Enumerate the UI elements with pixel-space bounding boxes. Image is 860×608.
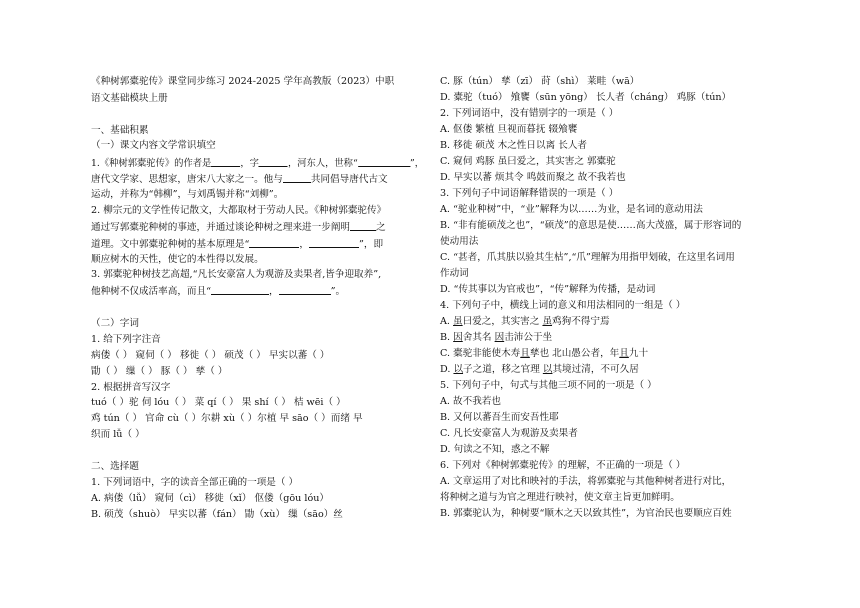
choice-question-5-option-c: C. 凡长安豪富人为观游及卖果者 xyxy=(440,428,578,439)
vocab-task-2-row-2: 鸡 tún（ ） 官命 cù（ ）尔耕 xù（ ）尔植 早 sāo（ ）而绪 早 xyxy=(91,413,363,424)
underlined-word: 以 xyxy=(542,364,553,375)
choice-question-5-option-b: B. 又何以蕃吾生而安吾性耶 xyxy=(440,412,559,423)
choice-question-6-option-a-line-2: 将种树之道与为官之理进行映衬，使文章主旨更加鲜明。 xyxy=(440,492,680,503)
choice-question-1-option-a: A. 病偻（lǚ） 窥伺（cì） 移徙（xǐ） 伛偻（gōu lóu） xyxy=(91,493,330,504)
underlined-word: 且 xyxy=(520,348,530,359)
choice-question-1-option-d: D. 橐驼（tuó） 飧饔（sūn yōng） 长人者（cháng） 鸡豚（tún） xyxy=(440,92,732,103)
underlined-word: 以 xyxy=(453,364,464,375)
vocab-task-2-row-3: 织而 lǚ（ ） xyxy=(91,429,145,440)
underlined-word: 虽 xyxy=(453,316,463,327)
vocab-task-2-row-1: tuó（ ）驼 伺 lóu（ ） 菜 qí（ ） 果 shí（ ） 桔 wēi（ ） xyxy=(91,397,346,408)
underlined-word: 因 xyxy=(494,332,505,343)
choice-question-1: 1. 下列词语中，字的读音全部正确的一项是（ ） xyxy=(91,477,299,488)
subsection-heading-vocabulary: （二）字词 xyxy=(91,318,139,329)
vocab-task-1-row-2: 勖（ ） 缫（ ） 豚（ ） 孳（ ） xyxy=(91,366,228,377)
subsection-heading-fill-blank: （一）课文内容文学常识填空 xyxy=(91,140,216,151)
choice-question-2-option-a: A. 伛偻 繁植 旦视而暮抚 辍飧饔 xyxy=(440,124,578,135)
choice-question-4-option-b: B. 因舍其名 因击沛公于坐 xyxy=(440,332,553,343)
choice-question-5-option-a: A. 故不我若也 xyxy=(440,396,501,407)
choice-question-3-option-c-line-2: 作动词 xyxy=(440,268,469,279)
question-2-line-4: 顺应树木的天性，使它的本性得以发展。 xyxy=(91,254,264,265)
choice-question-4: 4. 下列句子中，横线上词的意义和用法相同的一组是（ ） xyxy=(440,300,686,311)
choice-question-5-option-d: D. 句读之不知，惑之不解 xyxy=(440,444,550,455)
question-3-line-1: 3. 郭橐驼种树技艺高超,“凡长安豪富人为观游及卖果者,皆争迎取养”, xyxy=(91,269,382,280)
underlined-word: 虽 xyxy=(542,316,553,327)
question-3-line-2: 他种树不仅成活率高，而且“ ， ”。 xyxy=(91,286,346,297)
answer-blank xyxy=(350,221,376,231)
question-1-line-2: 唐代文学家、思想家，唐宋八大家之一。他与 共同倡导唐代古文 xyxy=(91,174,388,185)
answer-blank xyxy=(358,157,410,167)
choice-question-3-option-c-line-1: C. “甚者，爪其肤以验其生枯”,“爪”理解为用指甲划破，在这里名词用 xyxy=(440,252,735,263)
section-heading-multiple-choice: 二、选择题 xyxy=(91,461,139,472)
underlined-word: 因 xyxy=(453,332,463,343)
choice-question-3-option-b-line-2: 使动用法 xyxy=(440,236,479,247)
answer-blank xyxy=(259,157,288,167)
choice-question-4-option-a: A. 虽曰爱之，其实害之 虽鸡狗不得宁焉 xyxy=(440,316,610,327)
choice-question-6: 6. 下列对《种树郭橐驼传》的理解，不正确的一项是（ ） xyxy=(440,460,686,471)
choice-question-3-option-a: A. “驼业种树”中，“业”解释为以……为业，是名词的意动用法 xyxy=(440,204,703,215)
question-2-line-3: 道理。文中郭橐驼种树的基本原理是“ ， ”，即 xyxy=(91,239,384,250)
choice-question-1-option-b: B. 硕茂（shuò） 早实以蕃（fán） 勖（xù） 缫（sāo）丝 xyxy=(91,509,343,520)
choice-question-2: 2. 下列词语中，没有错别字的一项是（ ） xyxy=(440,108,619,119)
choice-question-3-option-d: D. “传其事以为官戒也”，“传”解释为传播，是动词 xyxy=(440,284,656,295)
answer-blank xyxy=(309,238,359,248)
answer-blank xyxy=(249,238,299,248)
choice-question-4-option-c: C. 橐驼非能使木寿且孳也 北山愚公者，年且九十 xyxy=(440,348,649,359)
doc-title-line-1: 《种树郭橐驼传》课堂同步练习 2024-2025 学年高教版（2023）中职 xyxy=(91,76,395,87)
section-heading-basics: 一、基础积累 xyxy=(91,125,149,136)
answer-blank xyxy=(211,285,269,295)
underlined-word: 且 xyxy=(619,348,629,359)
choice-question-1-option-c: C. 豚（tún） 孳（zī） 莳（shì） 莱畦（wā） xyxy=(440,76,640,87)
vocab-task-2: 2. 根据拼音写汉字 xyxy=(91,382,171,393)
choice-question-6-option-a-line-1: A. 文章运用了对比和映衬的手法，将郭橐驼与其他种树者进行对比， xyxy=(440,476,732,487)
vocab-task-1: 1. 给下列字注音 xyxy=(91,334,161,345)
answer-blank xyxy=(283,173,311,183)
choice-question-2-option-c: C. 窥伺 鸡豚 虽曰爱之，其实害之 郭橐驼 xyxy=(440,156,616,167)
question-1-line-1: 1.《种树郭橐驼传》的作者是 ，字 ，河东人，世称“ ”， xyxy=(91,158,425,169)
choice-question-5: 5. 下列句子中，句式与其他三项不同的一项是（ ） xyxy=(440,380,657,391)
choice-question-6-option-b-line-1: B. 郭橐驼认为，种树要“顺木之天以致其性”，为官治民也要顺应百姓 xyxy=(440,508,732,519)
question-1-line-3: 运动，并称为“韩柳”，与刘禹锡并称“刘柳”。 xyxy=(91,189,284,200)
answer-blank xyxy=(211,157,240,167)
question-2-line-1: 2. 柳宗元的文学性传记散文，大都取材于劳动人民。《种树郭橐驼传》 xyxy=(91,205,387,216)
choice-question-2-option-d: D. 早实以蕃 烦其令 鸣鼓而聚之 故不我若也 xyxy=(440,172,626,183)
doc-title-line-2: 语文基础模块上册 xyxy=(91,93,168,104)
choice-question-2-option-b: B. 移徙 硕茂 木之性日以离 长人者 xyxy=(440,140,588,151)
question-2-line-2: 通过写郭橐驼种树的事迹，并通过谈论种树之理来进一步阐明 之 xyxy=(91,222,386,233)
answer-blank xyxy=(279,285,331,295)
vocab-task-1-row-1: 病偻（ ） 窥伺（ ） 移徙（ ） 硕茂（ ） 早实以蕃（ ） xyxy=(91,350,330,361)
choice-question-4-option-d: D. 以子之道，移之官理 以其境过清，不可久居 xyxy=(440,364,639,375)
choice-question-3: 3. 下列句子中词语解释错误的一项是（ ） xyxy=(440,188,619,199)
choice-question-3-option-b-line-1: B. “非有能硕茂之也”，“硕茂”的意思是使……高大茂盛，属于形容词的 xyxy=(440,220,742,231)
